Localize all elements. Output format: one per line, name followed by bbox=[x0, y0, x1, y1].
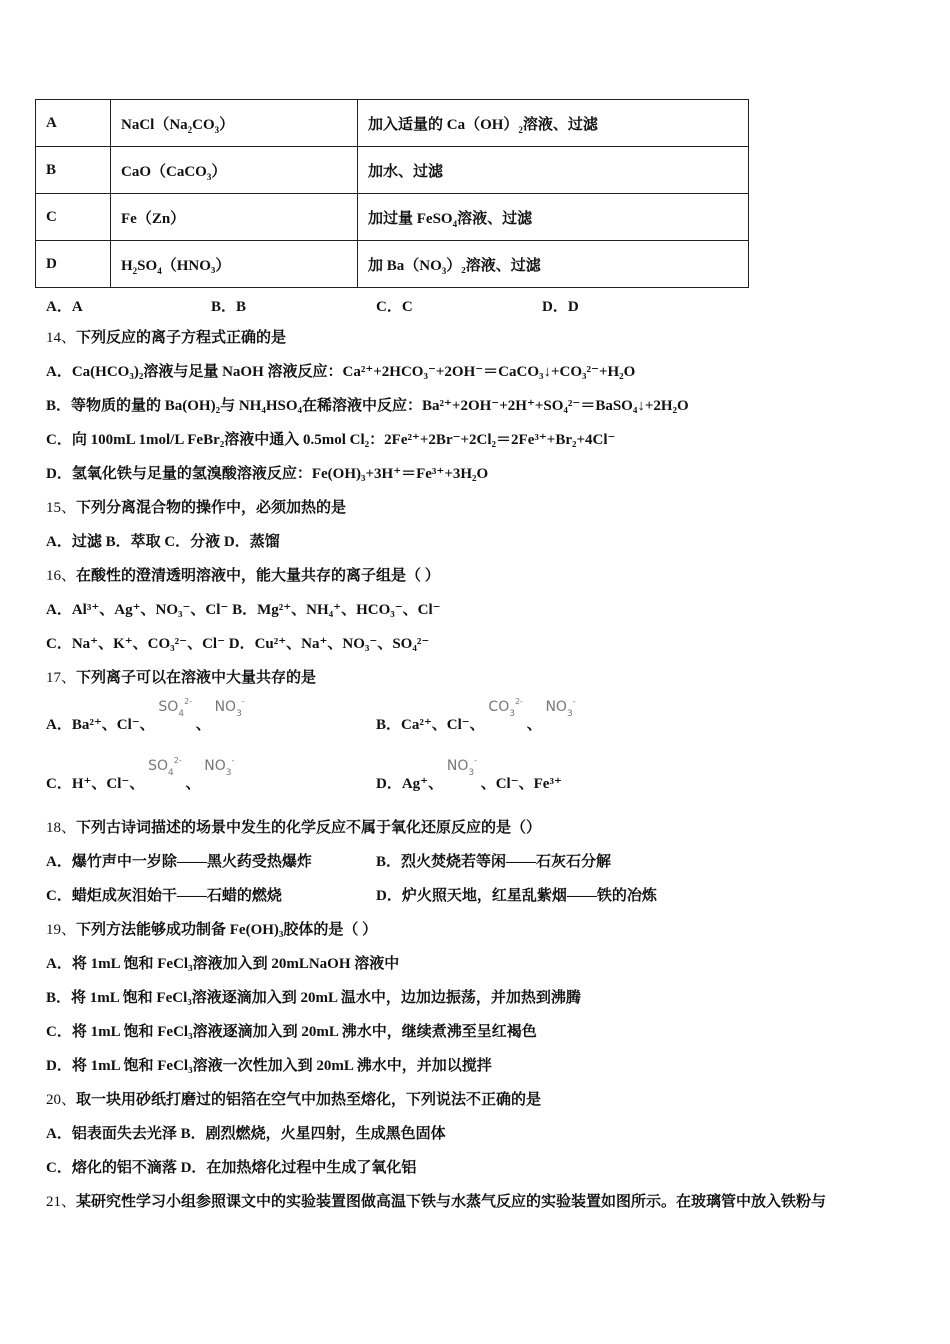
substance-cell bbox=[111, 241, 358, 288]
q18-option-b[interactable]: B．烈火焚烧若等闲——石灰石分解 bbox=[376, 854, 612, 870]
question-20 bbox=[46, 1090, 541, 1110]
option-prefix: A．Ba²⁺、Cl⁻、 bbox=[46, 717, 155, 733]
method-text: 加入适量的 Ca（OH） bbox=[368, 116, 519, 133]
substance-text: NaCl（Na bbox=[121, 116, 188, 133]
question-number: 20、 bbox=[46, 1092, 77, 1108]
subscript: 2 bbox=[132, 265, 138, 276]
question-number: 19、 bbox=[46, 922, 77, 938]
question-stem: 下列方法能够成功制备 Fe(OH)₃胶体的是（ ） bbox=[76, 922, 378, 938]
q15-options[interactable]: A．过滤 B．萃取 C．分液 D．蒸馏 bbox=[46, 534, 280, 550]
answer-option-a[interactable]: A．A bbox=[46, 299, 83, 315]
q17-option-a[interactable] bbox=[46, 697, 245, 734]
sulfate-formula bbox=[158, 697, 193, 719]
method-text: 溶液、过滤 bbox=[457, 210, 533, 227]
table-row bbox=[36, 194, 749, 241]
question-number: 16、 bbox=[46, 568, 77, 584]
method-text: 加水、过滤 bbox=[368, 163, 444, 180]
table-row bbox=[36, 147, 749, 194]
q19-option-b[interactable]: B．将 1mL 饱和 FeCl₃溶液逐滴加入到 20mL 温水中，边加边振荡，并加热到沸腾 bbox=[46, 990, 581, 1006]
options-table bbox=[35, 99, 749, 288]
formula-charge: 2- bbox=[514, 697, 523, 706]
question-stem: 在酸性的澄清透明溶液中，能大量共存的离子组是（ ） bbox=[76, 568, 440, 584]
question-stem: 下列古诗词描述的场景中发生的化学反应不属于氧化还原反应的是（） bbox=[76, 820, 542, 836]
answer-option-c[interactable]: C．C bbox=[376, 299, 413, 315]
nitrate-formula bbox=[446, 756, 477, 778]
q16-options-ab[interactable]: A．Al³⁺、Ag⁺、NO₃⁻、Cl⁻ B．Mg²⁺、NH₄⁺、HCO₃⁻、Cl⁻ bbox=[46, 602, 441, 618]
q17-option-b[interactable] bbox=[376, 697, 576, 734]
question-stem: 下列离子可以在溶液中大量共存的是 bbox=[76, 670, 317, 686]
formula-sub: 4 bbox=[168, 768, 174, 778]
separator: 、 bbox=[526, 717, 542, 733]
formula-charge: 2- bbox=[184, 697, 193, 706]
question-stem: 取一块用砂纸打磨过的铝箔在空气中加热至熔化，下列说法不正确的是 bbox=[76, 1092, 542, 1108]
formula-charge: - bbox=[474, 756, 477, 765]
nitrate-formula bbox=[545, 697, 576, 719]
substance-cell bbox=[111, 100, 358, 147]
question-number: 18、 bbox=[46, 820, 77, 836]
sulfate-formula bbox=[148, 756, 182, 778]
option-prefix: C．H⁺、Cl⁻、 bbox=[46, 776, 145, 792]
question-number: 21、 bbox=[46, 1194, 77, 1210]
substance-cell bbox=[111, 194, 358, 241]
carbonate-formula bbox=[488, 697, 523, 719]
substance-text: Fe（Zn） bbox=[121, 210, 186, 227]
formula-charge: - bbox=[572, 697, 576, 706]
question-number: 15、 bbox=[46, 500, 77, 516]
option-prefix: B．Ca²⁺、Cl⁻、 bbox=[376, 717, 485, 733]
question-14 bbox=[46, 328, 286, 348]
formula-base: NO bbox=[204, 758, 226, 774]
method-cell bbox=[358, 100, 749, 147]
substance-text: H bbox=[121, 257, 133, 274]
question-19 bbox=[46, 920, 377, 940]
formula-sub: 3 bbox=[225, 768, 232, 778]
q19-option-a[interactable]: A．将 1mL 饱和 FeCl₃溶液加入到 20mLNaOH 溶液中 bbox=[46, 956, 400, 972]
row-label: C bbox=[36, 194, 111, 241]
row-label: A bbox=[36, 100, 111, 147]
formula-sub: 3 bbox=[468, 768, 475, 778]
method-cell bbox=[358, 147, 749, 194]
formula-sub: 3 bbox=[566, 709, 573, 719]
q16-options-cd[interactable]: C．Na⁺、K⁺、CO₃²⁻、Cl⁻ D．Cu²⁺、Na⁺、NO₃⁻、SO₄²⁻ bbox=[46, 636, 430, 652]
subscript: 4 bbox=[157, 265, 162, 276]
substance-text: CaO（CaCO bbox=[121, 163, 207, 180]
method-text: 加 Ba（NO bbox=[368, 257, 442, 274]
subscript: 2 bbox=[518, 124, 523, 135]
row-label: D bbox=[36, 241, 111, 288]
separator: 、 bbox=[185, 776, 201, 792]
question-16 bbox=[46, 566, 440, 586]
q18-option-c[interactable]: C．蜡炬成灰泪始干——石蜡的燃烧 bbox=[46, 888, 282, 904]
formula-base: NO bbox=[446, 758, 469, 774]
method-text: 加过量 FeSO bbox=[368, 210, 453, 227]
question-18 bbox=[46, 818, 541, 838]
nitrate-formula bbox=[204, 756, 235, 778]
question-21 bbox=[46, 1192, 826, 1212]
table-row bbox=[36, 100, 749, 147]
formula-base: SO bbox=[148, 758, 168, 774]
subscript: 2 bbox=[187, 124, 193, 135]
subscript: 3 bbox=[214, 124, 220, 135]
q19-option-c[interactable]: C．将 1mL 饱和 FeCl₃溶液逐滴加入到 20mL 沸水中，继续煮沸至呈红褐色 bbox=[46, 1024, 537, 1040]
q14-option-c[interactable]: C．向 100mL 1mol/L FeBr₂溶液中通入 0.5mol Cl₂：2Fe²⁺+2Br⁻+2Cl₂＝2Fe³⁺+Br₂+4Cl⁻ bbox=[46, 432, 616, 448]
formula-base: SO bbox=[158, 699, 179, 715]
formula-base: NO bbox=[214, 699, 237, 715]
subscript: 3 bbox=[441, 265, 447, 276]
formula-sub: 4 bbox=[178, 709, 185, 719]
answer-option-d[interactable]: D．D bbox=[542, 299, 579, 315]
subscript: 3 bbox=[206, 171, 212, 182]
question-17 bbox=[46, 668, 316, 688]
question-stem: 下列分离混合物的操作中，必须加热的是 bbox=[76, 500, 347, 516]
q20-options-ab[interactable]: A．铝表面失去光泽 B．剧烈燃烧，火星四射，生成黑色固体 bbox=[46, 1126, 446, 1142]
substance-text: CO bbox=[192, 116, 215, 133]
question-15 bbox=[46, 498, 346, 518]
formula-charge: 2- bbox=[173, 756, 182, 765]
question-number: 17、 bbox=[46, 670, 77, 686]
method-cell bbox=[358, 194, 749, 241]
answer-option-b[interactable]: B．B bbox=[211, 299, 247, 315]
q17-option-c[interactable] bbox=[46, 756, 235, 793]
row-label: B bbox=[36, 147, 111, 194]
method-cell bbox=[358, 241, 749, 288]
formula-charge: - bbox=[241, 697, 245, 706]
option-prefix: D．Ag⁺、 bbox=[376, 776, 444, 792]
q19-option-d[interactable]: D．将 1mL 饱和 FeCl₃溶液一次性加入到 20mL 沸水中，并加以搅拌 bbox=[46, 1058, 492, 1074]
formula-charge: - bbox=[231, 756, 235, 765]
nitrate-formula bbox=[214, 697, 245, 719]
question-number: 14、 bbox=[46, 330, 77, 346]
q18-option-d[interactable]: D．炉火照天地，红星乱紫烟——铁的冶炼 bbox=[376, 888, 657, 904]
substance-text: ） bbox=[219, 116, 235, 133]
formula-base: NO bbox=[545, 699, 567, 715]
question-stem: 下列反应的离子方程式正确的是 bbox=[76, 330, 287, 346]
q20-options-cd[interactable]: C．熔化的铝不滴落 D．在加热熔化过程中生成了氧化铝 bbox=[46, 1160, 417, 1176]
q14-option-a[interactable]: A．Ca(HCO₃)₂溶液与足量 NaOH 溶液反应：Ca²⁺+2HCO₃⁻+2OH⁻＝CaCO₃↓+CO₃²⁻+H₂O bbox=[46, 364, 636, 380]
table-row bbox=[36, 241, 749, 288]
q14-option-b[interactable]: B．等物质的量的 Ba(OH)₂与 NH₄HSO₄在稀溶液中反应：Ba²⁺+2OH⁻+2H⁺+SO₄²⁻＝BaSO₄↓+2H₂O bbox=[46, 398, 689, 414]
substance-text: ） bbox=[211, 163, 227, 180]
subscript: 4 bbox=[452, 218, 458, 229]
q17-option-d[interactable] bbox=[376, 756, 562, 793]
q14-option-d[interactable]: D．氢氧化铁与足量的氢溴酸溶液反应：Fe(OH)₃+3H⁺＝Fe³⁺+3H₂O bbox=[46, 466, 489, 482]
formula-sub: 3 bbox=[236, 709, 242, 719]
question-stem: 某研究性学习小组参照课文中的实验装置图做高温下铁与水蒸气反应的实验装置如图所示。在玻璃管中放入铁粉与 bbox=[76, 1194, 827, 1210]
formula-sub: 3 bbox=[509, 709, 515, 719]
substance-cell bbox=[111, 147, 358, 194]
substance-text: （HNO₃） bbox=[161, 257, 231, 274]
separator: 、 bbox=[195, 717, 211, 733]
method-text: 溶液、过滤 bbox=[522, 116, 598, 133]
substance-text: SO bbox=[137, 257, 158, 274]
q18-option-a[interactable]: A．爆竹声中一岁除——黑火药受热爆炸 bbox=[46, 854, 312, 870]
formula-base: CO bbox=[488, 699, 510, 715]
option-suffix: 、Cl⁻、Fe³⁺ bbox=[480, 776, 562, 792]
method-text: ）₂溶液、过滤 bbox=[446, 257, 541, 274]
